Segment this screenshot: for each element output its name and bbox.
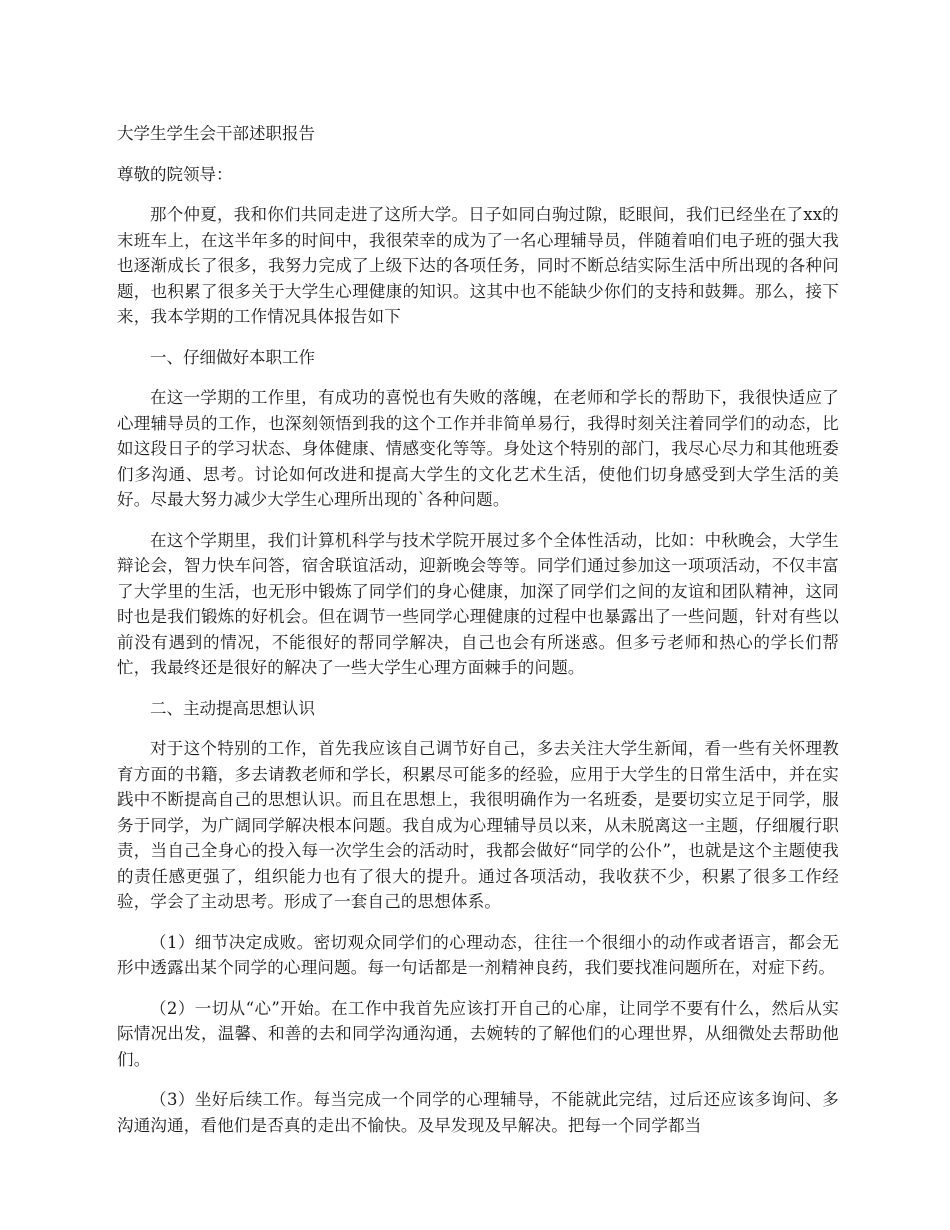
- document-body: [117, 121, 839, 1153]
- section-heading-2: 二、主动提高思想认识: [150, 698, 315, 718]
- paragraph-point-1: （1）细节决定成败。密切观众同学们的心理动态，往往一个很细小的动作或者语言，都会无形中透露出某个同学的心理问题。每一句话都是一剂精神良药，我们要找准问题所在，对症下药。: [117, 932, 839, 977]
- paragraph-section1-b: 在这个学期里，我们计算机科学与技术学院开展过多个全体性活动，比如：中秋晚会，大学生辩论会，智力快车问答，宿舍联谊活动，迎新晚会等等。同学们通过参加这一项项活动，不仅丰富了大学里的生活，也无形中锻炼了同学们的身心健康，加深了同学们之间的友谊和团队精神，这同时也是我们锻炼的好机会。但在调节一些同学心理健康的过程中也暴露出了一些问题，针对有些以前没有遇到的情况，不能很好的帮同学解决，自己也会有所迷惑。但多亏老师和热心的学长们帮忙，我最终还是很好的解决了一些大学生心理方面棘手的问题。: [117, 530, 839, 677]
- paragraph-section1-a: 在这一学期的工作里，有成功的喜悦也有失败的落魄，在老师和学长的帮助下，我很快适应了心理辅导员的工作，也深刻领悟到我的这个工作并非简单易行，我得时刻关注着同学们的动态，比如这段日子的学习状态、身体健康、情感变化等等。身处这个特别的部门，我尽心尽力和其他班委们多沟通、思考。讨论如何改进和提高大学生的文化艺术生活，使他们切身感受到大学生活的美好。尽最大努力减少大学生心理所出现的`各种问题。: [117, 388, 839, 509]
- paragraph-section2-a: 对于这个特别的工作，首先我应该自己调节好自己，多去关注大学生新闻，看一些有关怀理教育方面的书籍，多去请教老师和学长，积累尽可能多的经验，应用于大学生的日常生活中，并在实践中不断提高自己的思想认识。而且在思想上，我很明确作为一名班委，是要切实立足于同学，服务于同学，为广阔同学解决根本问题。我自成为心理辅导员以来，从未脱离这一主题，仔细履行职责，当自己全身心的投入每一次学生会的活动时，我都会做好“同学的公仆”，也就是这个主题使我的责任感更强了，组织能力也有了很大的提升。通过各项活动，我收获不少，积累了很多工作经验，学会了主动思考。形成了一套自己的思想体系。: [117, 739, 839, 911]
- paragraph-intro: 那个仲夏，我和你们共同走进了这所大学。日子如同白驹过隙，眨眼间，我们已经坐在了xx的末班车上，在这半年多的时间中，我很荣幸的成为了一名心理辅导员，伴随着咱们电子班的强大我也逐渐成长了很多，我努力完成了上级下达的各项任务，同时不断总结实际生活中所出现的各种问题，也积累了很多关于大学生心理健康的知识。这其中也不能缺少你们的支持和鼓舞。那么，接下来，我本学期的工作情况具体报告如下: [117, 205, 839, 326]
- section-heading-1: 一、仔细做好本职工作: [150, 347, 315, 367]
- salutation: 尊敬的院领导：: [117, 164, 233, 184]
- document-title: 大学生学生会干部述职报告: [117, 124, 315, 143]
- paragraph-point-2: （2）一切从“心”开始。在工作中我首先应该打开自己的心扉，让同学不要有什么，然后从实际情况出发，温馨、和善的去和同学沟通沟通，去婉转的了解他们的心理世界，从细微处去帮助他们。: [117, 998, 839, 1069]
- paragraph-point-3: （3）坐好后续工作。每当完成一个同学的心理辅导，不能就此完结，过后还应该多询问、多沟通沟通，看他们是否真的走出不愉快。及早发现及早解决。把每一个同学都当: [117, 1090, 839, 1135]
